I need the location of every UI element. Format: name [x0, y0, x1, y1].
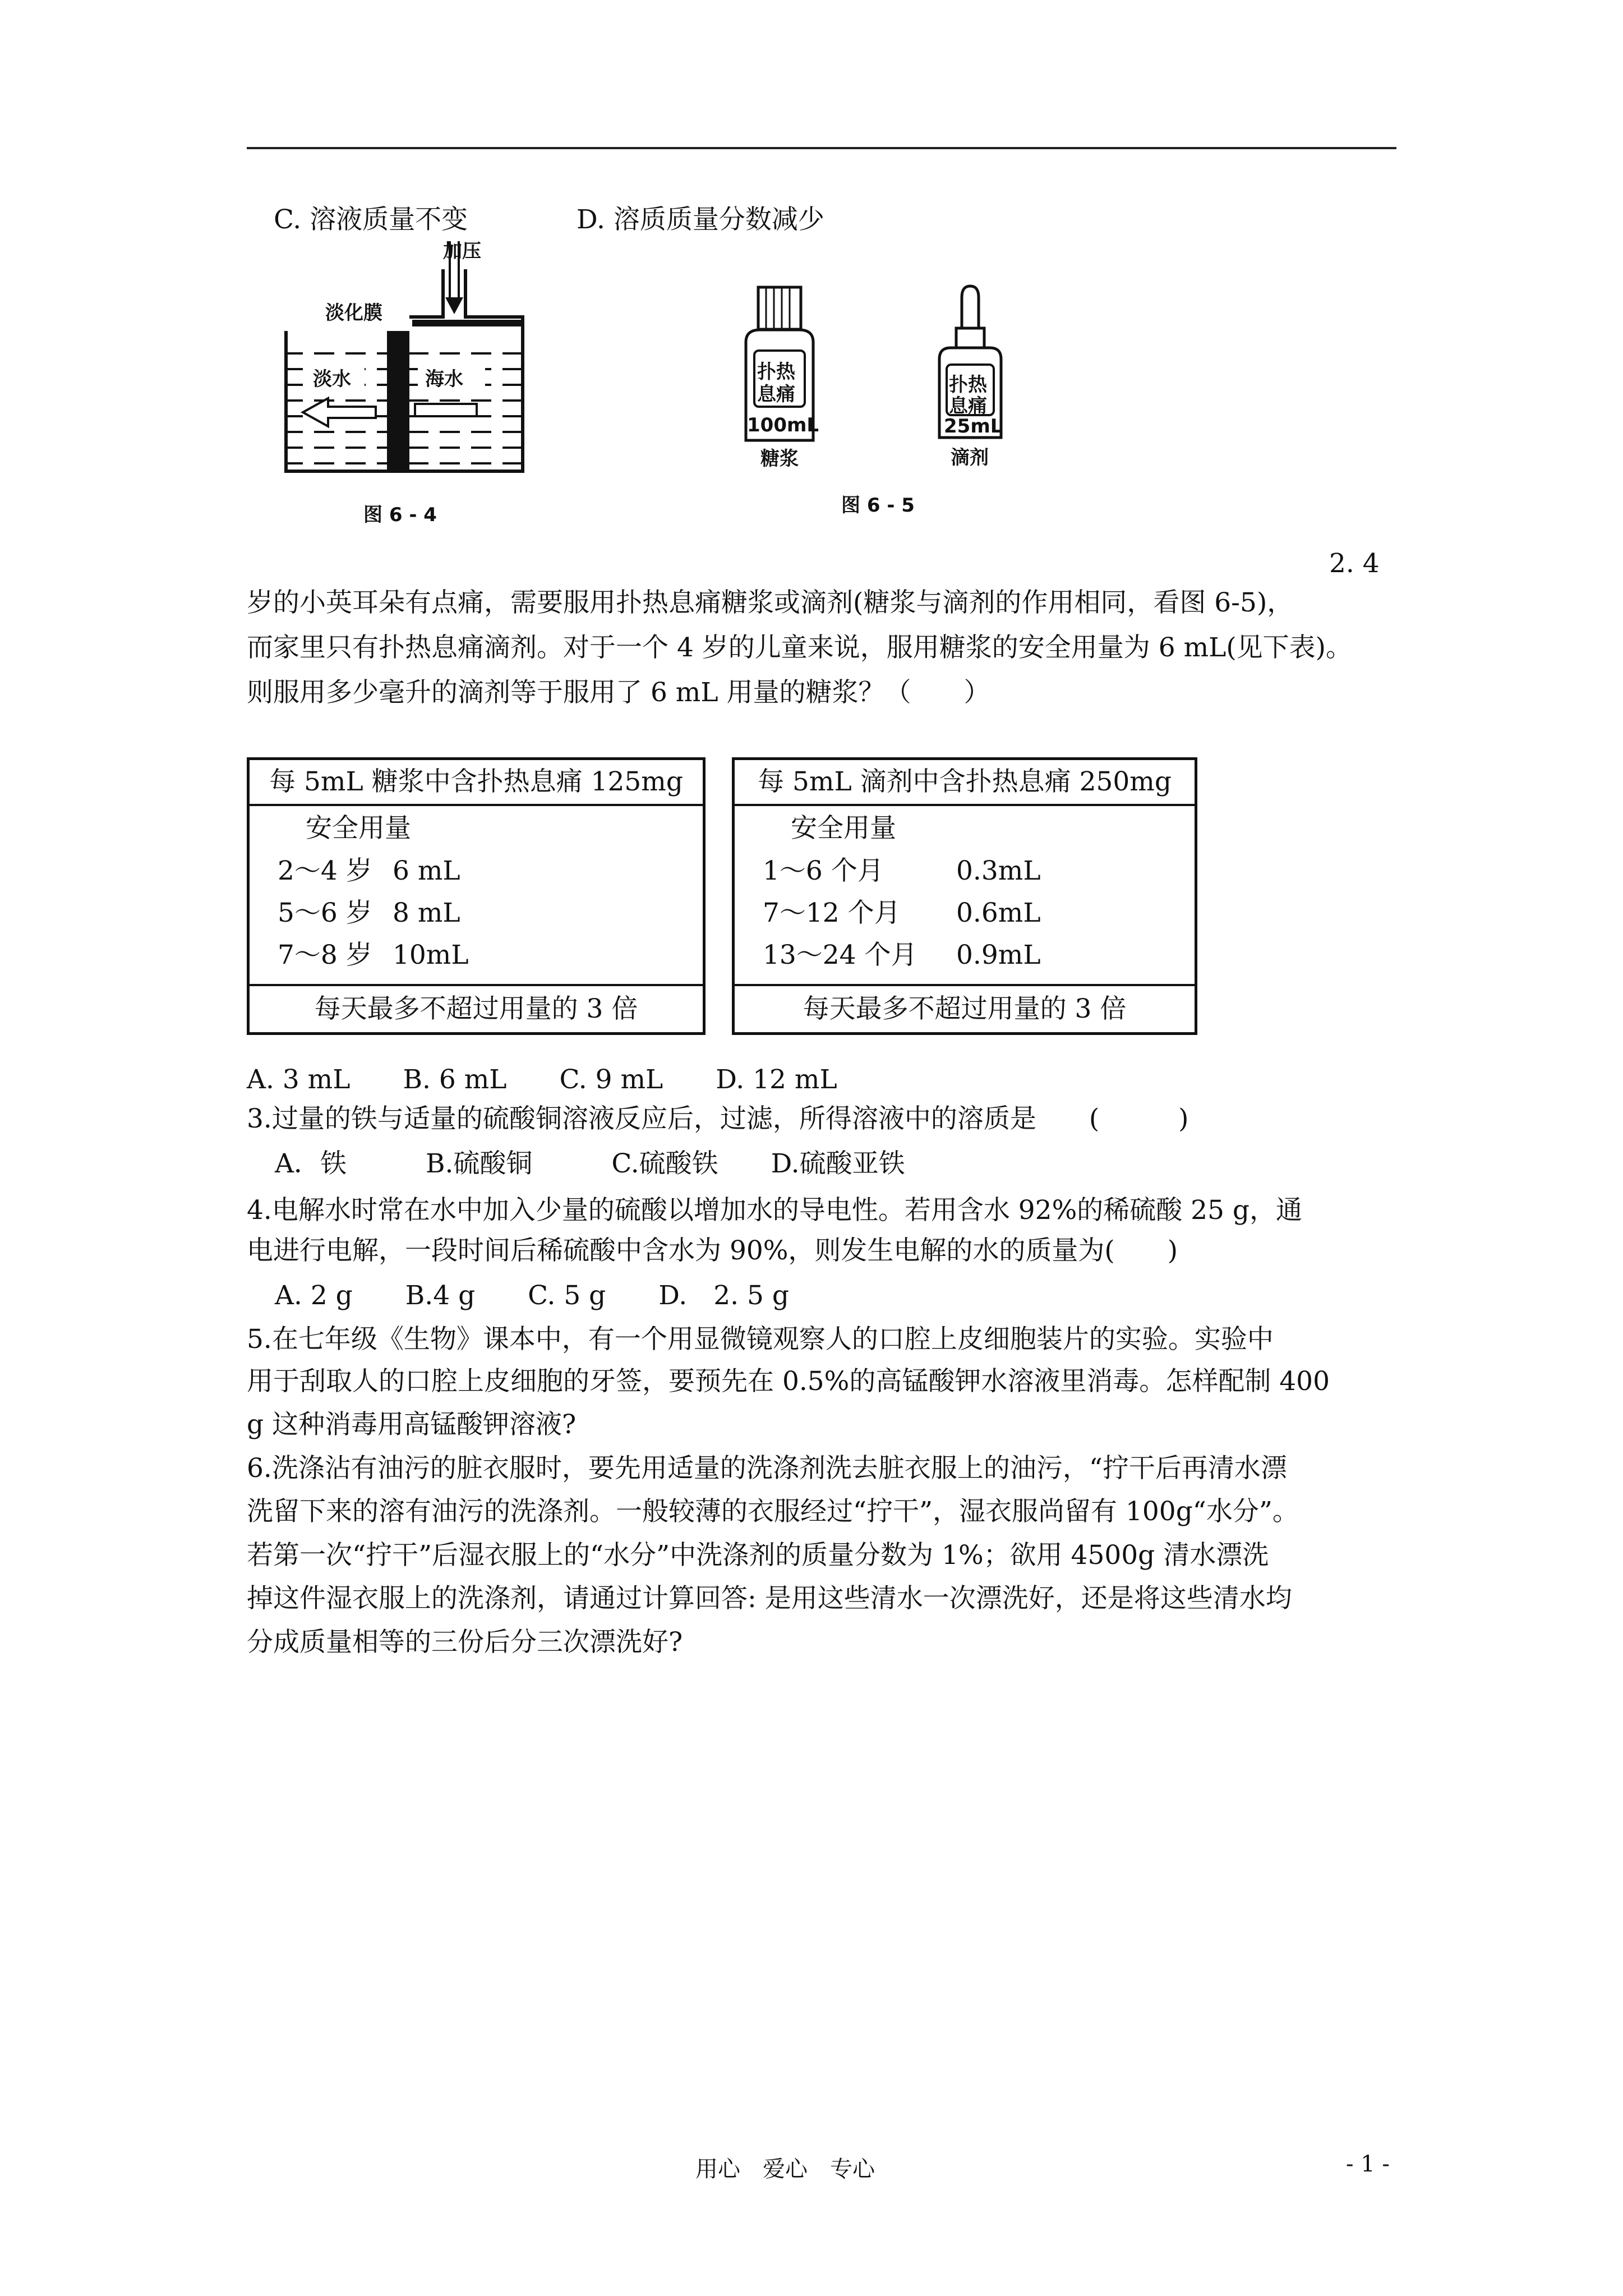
table-syrup-header: 每 5mL 糖浆中含扑热息痛 125mg: [250, 760, 703, 806]
bottle2-type: 滴剂: [951, 447, 989, 469]
bottle1-name-line2: 息痛: [757, 383, 795, 406]
bottle1-type: 糖浆: [760, 448, 799, 470]
caption-figure-6-5: 图 6 - 5: [841, 494, 915, 517]
q2-options: A. 3 mL B. 6 mL C. 9 mL D. 12 mL: [247, 1064, 837, 1095]
table-syrup-footer: 每天最多不超过用量的 3 倍: [250, 984, 703, 1032]
q2-line2: 而家里只有扑热息痛滴剂。对于一个 4 岁的儿童来说，服用糖浆的安全用量为 6 mL(见下表)。: [247, 632, 1353, 663]
option-c: C. 溶液质量不变: [274, 204, 468, 235]
table-drops-row1-dose: 0.3mL: [956, 855, 1041, 886]
table-syrup-row1-age: 2～4 岁: [278, 855, 372, 886]
q2-line1: 岁的小英耳朵有点痛，需要服用扑热息痛糖浆或滴剂(糖浆与滴剂的作用相同，看图 6-5)，: [247, 587, 1294, 618]
table-drops-row2-age: 7～12 个月: [763, 898, 901, 928]
desalination-diagram: [280, 236, 533, 482]
table-drops-row3-dose: 0.9mL: [956, 940, 1041, 970]
bottle1-name-line1: 扑热: [757, 361, 795, 383]
bottle2-name-line1: 扑热: [949, 374, 987, 396]
label-fresh-water: 淡水: [313, 368, 351, 390]
q5-line3: g 这种消毒用高锰酸钾溶液?: [247, 1409, 577, 1440]
footer-center: 用心 爱心 专心: [695, 2156, 875, 2182]
table-syrup-row3-age: 7～8 岁: [278, 940, 372, 970]
bottle2-volume: 25mL: [944, 415, 1003, 438]
q6-line4: 掉这件湿衣服上的洗涤剂，请通过计算回答: 是用这些清水一次漂洗好，还是将这些清水均: [247, 1583, 1292, 1614]
q3-stem: 3.过量的铁与适量的硫酸铜溶液反应后，过滤，所得溶液中的溶质是 ( ): [247, 1103, 1189, 1134]
q4-line2: 电进行电解，一段时间后稀硫酸中含水为 90%，则发生电解的水的质量为( ): [247, 1235, 1178, 1266]
table-drops-row2-dose: 0.6mL: [956, 898, 1041, 928]
caption-figure-6-4: 图 6 - 4: [363, 504, 437, 526]
q6-line2: 洗留下来的溶有油污的洗涤剂。一般较薄的衣服经过“拧干”，湿衣服尚留有 100g“水分”。: [247, 1496, 1299, 1527]
q4-options: A. 2 g B.4 g C. 5 g D. 2. 5 g: [275, 1280, 789, 1311]
q6-line3: 若第一次“拧干”后湿衣服上的“水分”中洗涤剂的质量分数为 1%；欲用 4500g 清水漂洗: [247, 1540, 1269, 1571]
label-membrane: 淡化膜: [325, 302, 382, 324]
table-drops-row1-age: 1～6 个月: [763, 855, 884, 886]
q3-options: A．铁 B.硫酸铜 C.硫酸铁 D.硫酸亚铁: [275, 1148, 905, 1179]
table-syrup-subheader: 安全用量: [306, 813, 411, 844]
option-d: D. 溶质质量分数减少: [577, 204, 824, 235]
table-syrup-row2-dose: 8 mL: [393, 898, 460, 928]
q2-line3: 则服用多少毫升的滴剂等于服用了 6 mL 用量的糖浆？（ ）: [247, 677, 990, 708]
label-pressure: 加压: [443, 240, 481, 263]
bottle2-name-line2: 息痛: [949, 395, 987, 417]
table-syrup: [247, 757, 706, 1035]
table-drops-subheader: 安全用量: [791, 813, 896, 844]
table-drops: [732, 757, 1197, 1035]
figure-6-4: [280, 236, 533, 482]
q2-number: 2. 4: [1329, 548, 1380, 579]
bottle1-volume: 100mL: [747, 414, 819, 436]
table-syrup-row1-dose: 6 mL: [393, 855, 460, 886]
table-drops-footer: 每天最多不超过用量的 3 倍: [735, 984, 1195, 1032]
page-number: - 1 -: [1346, 2151, 1390, 2177]
figure-6-5: [729, 280, 1009, 470]
q5-line2: 用于刮取人的口腔上皮细胞的牙签，要预先在 0.5%的高锰酸钾水溶液里消毒。怎样配制 400: [247, 1366, 1330, 1397]
q6-line1: 6.洗涤沾有油污的脏衣服时，要先用适量的洗涤剂洗去脏衣服上的油污，“拧干后再清水漂: [247, 1453, 1287, 1484]
table-syrup-row2-age: 5～6 岁: [278, 898, 372, 928]
table-syrup-row3-dose: 10mL: [393, 940, 469, 970]
header-rule: [247, 147, 1396, 149]
q6-line5: 分成质量相等的三份后分三次漂洗好?: [247, 1627, 683, 1658]
q5-line1: 5.在七年级《生物》课本中，有一个用显微镜观察人的口腔上皮细胞装片的实验。实验中: [247, 1324, 1274, 1355]
table-drops-row3-age: 13～24 个月: [763, 940, 917, 970]
q4-line1: 4.电解水时常在水中加入少量的硫酸以增加水的导电性。若用含水 92%的稀硫酸 25 g，通: [247, 1195, 1303, 1226]
label-sea-water: 海水: [425, 368, 463, 390]
table-drops-header: 每 5mL 滴剂中含扑热息痛 250mg: [735, 760, 1195, 806]
